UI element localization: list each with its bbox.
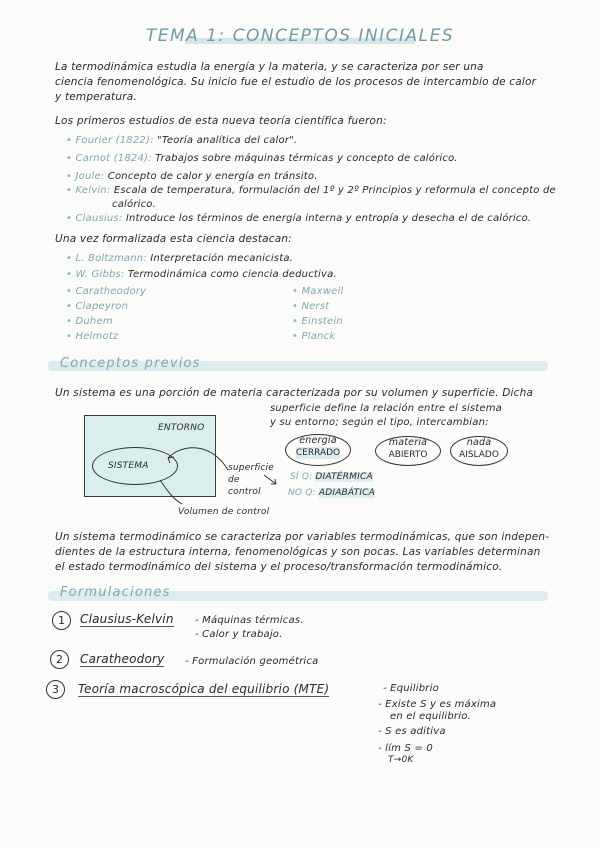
list-item: • Joule: Concepto de calor y energía en tránsito. [66, 171, 318, 182]
surface-label: superficie de control [228, 463, 274, 497]
system-def-line-3: y su entorno; según el tipo, intercambian: [270, 417, 489, 428]
wall-diathermic: SÍ Q: DIATÉRMICA [290, 472, 373, 482]
thermo-system-line-3: el estado termodinámico del sistema y el proceso/transformación termodinámico. [55, 561, 503, 573]
list-item: • Caratheodory [66, 286, 147, 297]
formulation-number: 3 [46, 680, 65, 699]
surface-arrow [262, 470, 282, 490]
volume-label: Volumen de control [178, 507, 270, 517]
section-title-form: Formulaciones [60, 585, 171, 600]
formulation-name: Teoría macroscópica del equilibrio (MTE) [78, 682, 330, 696]
first-studies-heading: Los primeros estudios de esta nueva teoría científica fueron: [55, 115, 387, 127]
formalized-heading: Una vez formalizada esta ciencia destacan: [55, 233, 292, 245]
list-item: • Einstein [292, 316, 343, 327]
wall-adiabatic: NO Q: ADIABÁTICA [288, 488, 376, 498]
formulation-note: - Máquinas térmicas. [195, 615, 304, 626]
formulation-note: - S es aditiva [378, 726, 446, 737]
list-item: • Nerst [292, 301, 330, 312]
intro-line-2: ciencia fenomenológica. Su inicio fue el estudio de los procesos de intercambio de calor [55, 76, 537, 88]
formulation-note: - lím S = 0 [378, 743, 433, 754]
system-def-line-1: Un sistema es una porción de materia caracterizada por su volumen y superficie. Dicha [55, 387, 534, 399]
environment-label: ENTORNO [158, 423, 205, 433]
intro-line-1: La termodinámica estudia la energía y la materia, y se caracteriza por ser una [55, 61, 484, 73]
formulation-note: - Calor y trabajo. [195, 629, 283, 640]
system-def-line-2: superficie define la relación entre el sistema [270, 403, 503, 414]
formulation-note: - Formulación geométrica [185, 656, 319, 667]
formulation-note: - Equilibrio [383, 683, 439, 694]
intro-line-3: y temperatura. [55, 91, 137, 103]
list-item: • Carnot (1824): Trabajos sobre máquinas térmicas y concepto de calórico. [66, 153, 458, 164]
list-item: • Clausius: Introduce los términos de energía interna y entropía y desecha el de calórico. [66, 213, 532, 224]
list-item: • L. Boltzmann: Interpretación mecanicista. [66, 253, 294, 264]
exchange-oval-none: nada AISLADO [450, 436, 508, 466]
formulation-note: T→0K [388, 755, 414, 765]
formulation-note: en el equilibrio. [390, 711, 471, 722]
page-title: TEMA 1: CONCEPTOS INICIALES [145, 26, 455, 46]
formulation-number: 2 [50, 650, 69, 669]
list-item: • Kelvin: Escala de temperatura, formulación del 1º y 2º Principios y reformula el concepto de [66, 185, 556, 196]
formulation-note: - Existe S y es máxima [378, 699, 497, 710]
formulation-number: 1 [52, 611, 71, 630]
section-title-prev: Conceptos previos [60, 356, 201, 371]
list-item: • Planck [292, 331, 336, 342]
system-label: SISTEMA [108, 461, 149, 471]
thermo-system-line-2: dientes de la estructura interna, fenomenológicas y son pocas. Las variables determinan [55, 546, 541, 558]
list-item: • Helmotz [66, 331, 119, 342]
formulation-name: Caratheodory [80, 652, 165, 666]
list-item: • Maxwell [292, 286, 344, 297]
list-item: • Clapeyron [66, 301, 129, 312]
exchange-oval-energy: energía CERRADO [285, 434, 351, 466]
list-item: • Fourier (1822): "Teoría analítica del calor". [66, 135, 298, 146]
list-item: • W. Gibbs: Termodinámica como ciencia deductiva. [66, 269, 337, 280]
exchange-oval-matter: materia ABIERTO [375, 436, 441, 466]
formulation-name: Clausius-Kelvin [80, 612, 174, 626]
list-item-continuation: calórico. [112, 199, 157, 210]
thermo-system-line-1: Un sistema termodinámico se caracteriza por variables termodinámicas, que son indepen- [55, 531, 550, 543]
list-item: • Duhem [66, 316, 113, 327]
